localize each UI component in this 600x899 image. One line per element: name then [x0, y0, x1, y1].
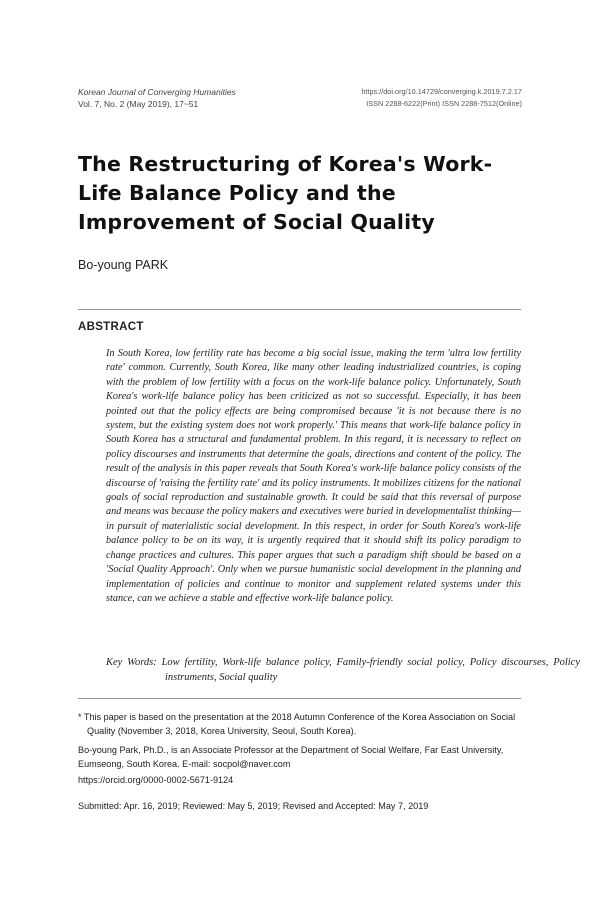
- keywords-text: Low fertility, Work-life balance policy, Family-friendly social policy, Policy discourses, Policy instruments, Social quality: [161, 657, 581, 683]
- issn-info: ISSN 2288-6222(Print) ISSN 2288-7512(Online): [366, 99, 522, 108]
- journal-header: [78, 86, 236, 110]
- journal-name: Korean Journal of Converging Humanities: [78, 87, 236, 97]
- submission-dates: Submitted: Apr. 16, 2019; Reviewed: May 5, 2019; Revised and Accepted: May 7, 2019: [78, 801, 429, 811]
- footnote-divider: [78, 698, 521, 699]
- footnote-note: * This paper is based on the presentation at the 2018 Autumn Conference of the Korea Association on Social Quality (November 3, 2018, Korea University, Seoul, South Korea).: [78, 712, 516, 736]
- abstract-heading: ABSTRACT: [78, 321, 144, 333]
- orcid-link[interactable]: https://orcid.org/0000-0002-5671-9124: [78, 775, 234, 785]
- footnote-author-info: Bo-young Park, Ph.D., is an Associate Professor at the Department of Social Welfare, Far East University, Eumseong, South Korea. E-mail: socpol@naver.com: [78, 745, 504, 769]
- keywords: [106, 656, 580, 685]
- paper-title: The Restructuring of Korea's Work-Life Balance Policy and the Improvement of Social Quality: [78, 152, 493, 234]
- author-name: Bo-young PARK: [78, 258, 169, 272]
- doi-header: [361, 86, 522, 110]
- doi-link[interactable]: https://doi.org/10.14729/converging.k.2019.7.2.17: [361, 87, 522, 96]
- keywords-label: Key Words:: [106, 657, 157, 668]
- abstract-body: In South Korea, low fertility rate has become a big social issue, making the term 'ultra low fertility rate' common. Currently, South Korea, like many other leading industrialized countries, is coping with the problem of low fertility with a focus on the work-life balance policy. Unfortunately, South Korea's work-life balance policy has been criticized as not so successful. Especially, it has been pointed out that the policy effects are being compromised because 'it is not because there is no system, but the existing system does not work properly.' This means that work-life balance policy in South Korea has a structural and fundamental problem. In this regard, it is necessary to reflect on policy discourses and instruments that determine the goals, directions and content of the policy. The result of the analysis in this paper reveals that South Korea's work-life balance policy consists of the discourse of 'raising the fertility rate' and its policy instruments. It mobilizes citizens for the national goals of social reproduction and sustainable growth. It could be said that this reversal of purpose and means was because the policy makers and executives were buried in developmentalist thinking—in pursuit of materialistic social development. In this respect, in order for South Korea's work-life balance policy to be on its way, it is urgently required that it should shift its policy paradigm to change practices and cultures. This paper argues that such a paradigm shift should be based on a 'Social Quality Approach'. Only when we pursue humanistic social development in the planning and implementation of policies and continue to monitor and supplement related systems under this stance, can we achieve a stable and effective work-life balance policy.: [106, 348, 521, 604]
- top-divider: [78, 309, 521, 310]
- volume-info: Vol. 7, No. 2 (May 2019), 17~51: [78, 99, 199, 109]
